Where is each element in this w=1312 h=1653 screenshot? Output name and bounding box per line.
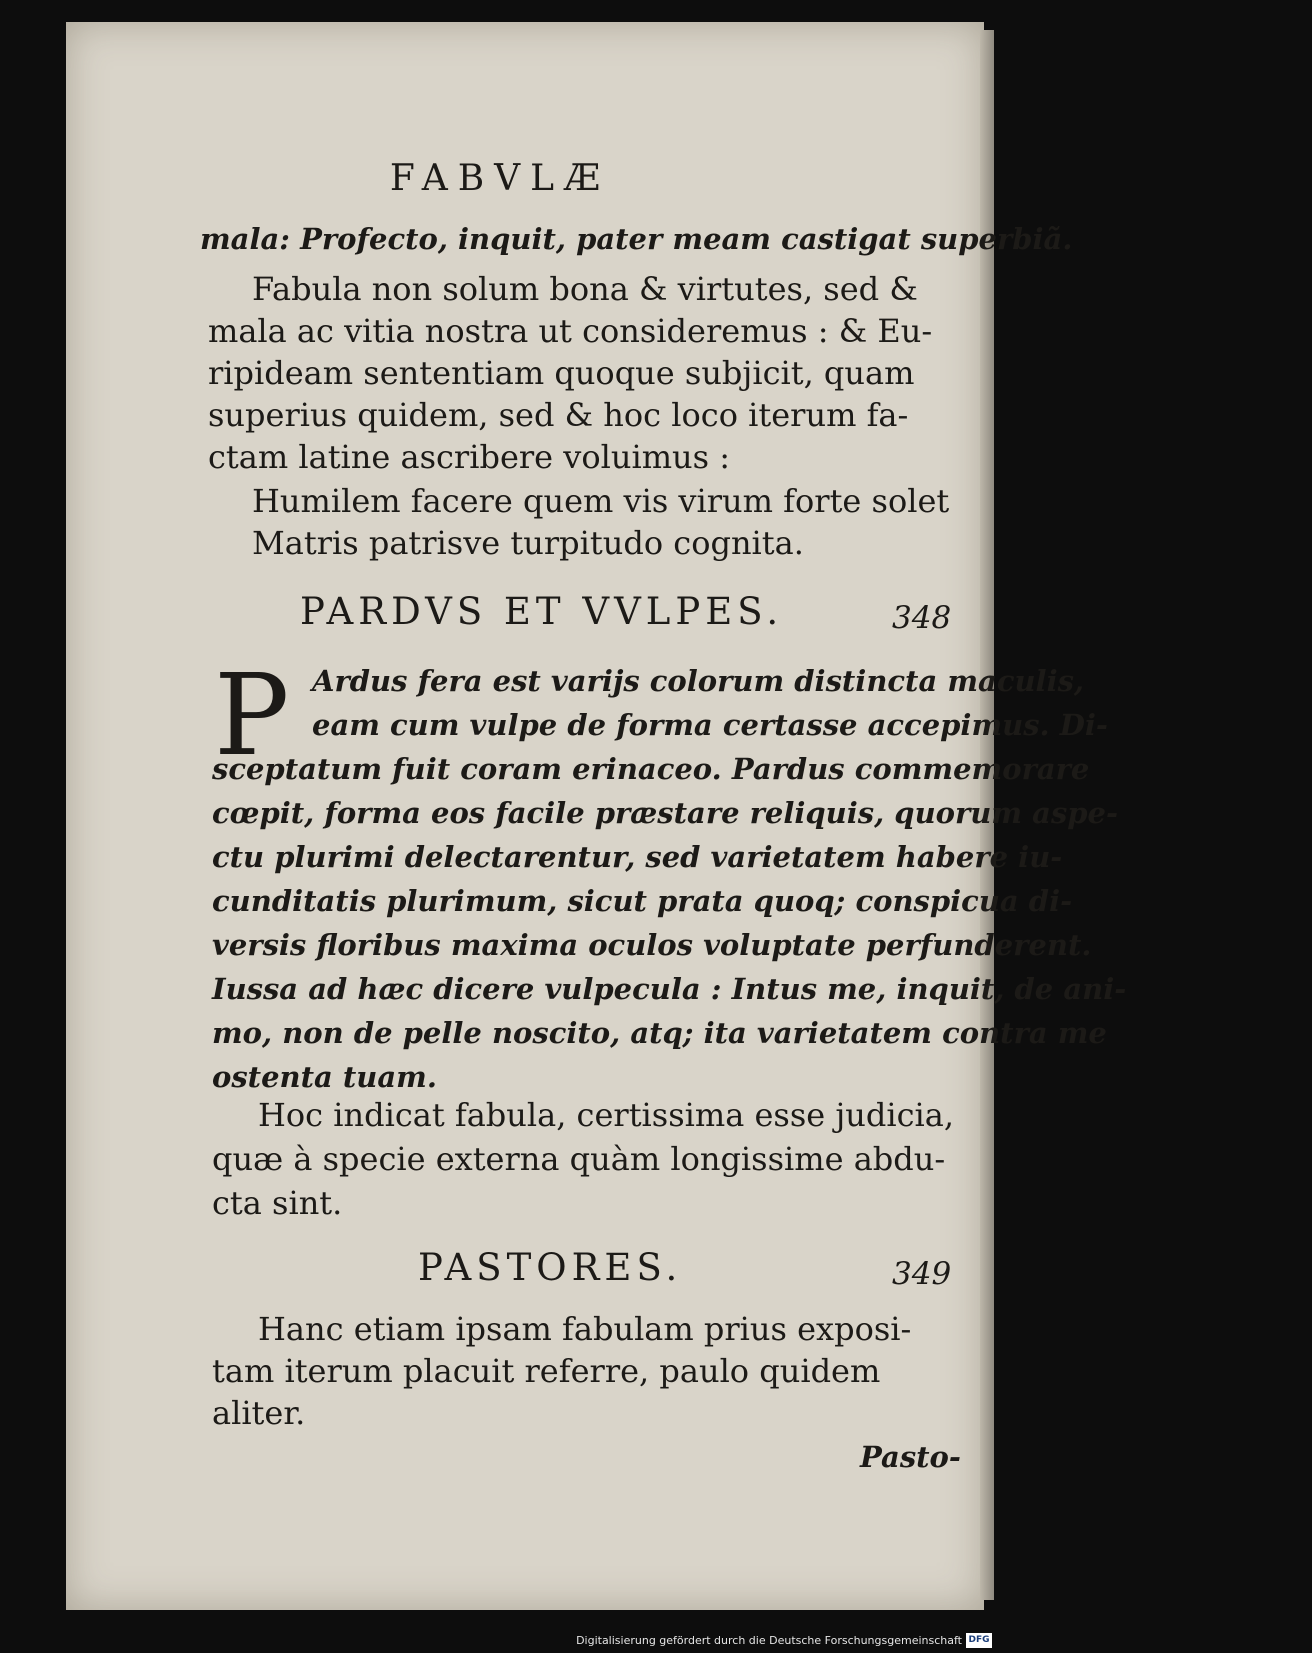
fable-348-line-9: mo, non de pelle noscito, atq; ita varietatem contra me	[212, 1016, 1107, 1050]
funding-credit: Digitalisierung gefördert durch die Deutsche Forschungsgemeinschaft	[576, 1634, 962, 1647]
fable-348-line-4: cœpit, forma eos facile præstare reliquis, quorum aspe-	[212, 796, 1119, 830]
verse-line-1: Humilem facere quem vis virum forte solet	[252, 482, 950, 520]
drop-cap: P	[214, 651, 290, 781]
catchword: Pasto-	[860, 1440, 961, 1474]
fable-349-line-1: Hanc etiam ipsam fabulam prius exposi-	[258, 1310, 912, 1348]
fable-348-line-3: sceptatum fuit coram erinaceo. Pardus commemorare	[212, 752, 1090, 786]
intro-moral-line-1: Fabula non solum bona & virtutes, sed &	[252, 270, 918, 308]
intro-line-1: mala: Profecto, inquit, pater meam castigat superbiã.	[200, 222, 1073, 256]
verse-line-2: Matris patrisve turpitudo cognita.	[252, 524, 804, 562]
intro-moral-line-4: superius quidem, sed & hoc loco iterum fa-	[208, 396, 909, 434]
fable-348-moral-1: Hoc indicat fabula, certissima esse judicia,	[258, 1096, 954, 1134]
fable-348-line-6: cunditatis plurimum, sicut prata quoq; conspicua di-	[212, 884, 1073, 918]
running-head: FABVLÆ	[389, 158, 611, 199]
fable-349-line-2: tam iterum placuit referre, paulo quidem	[212, 1352, 881, 1390]
fable-348-line-2: eam cum vulpe de forma certasse accepimus. Di-	[312, 708, 1108, 742]
fable-349-line-3: aliter.	[212, 1394, 306, 1432]
fable-348-number: 348	[892, 600, 952, 636]
intro-moral-line-2: mala ac vitia nostra ut consideremus : & Eu-	[208, 312, 933, 350]
fable-348-title: PARDVS ET VVLPES.	[300, 590, 784, 633]
intro-moral-line-5: ctam latine ascribere voluimus :	[208, 438, 731, 476]
fable-349-title: PASTORES.	[418, 1246, 683, 1289]
fable-349-number: 349	[892, 1256, 952, 1292]
fable-348-moral-2: quæ à specie externa quàm longissime abdu-	[212, 1140, 946, 1178]
fable-348-moral-3: cta sint.	[212, 1184, 343, 1222]
fable-348-line-1: Ardus fera est varijs colorum distincta maculis,	[312, 664, 1085, 698]
fable-348-line-5: ctu plurimi delectarentur, sed varietatem habere iu-	[212, 840, 1063, 874]
intro-moral-line-3: ripideam sententiam quoque subjicit, quam	[208, 354, 915, 392]
dfg-logo: DFG	[966, 1633, 992, 1648]
fable-348-line-10: ostenta tuam.	[212, 1060, 437, 1094]
fable-348-line-8: Iussa ad hæc dicere vulpecula : Intus me, inquit, de ani-	[212, 972, 1127, 1006]
fable-348-line-7: versis floribus maxima oculos voluptate perfunderent.	[212, 928, 1092, 962]
